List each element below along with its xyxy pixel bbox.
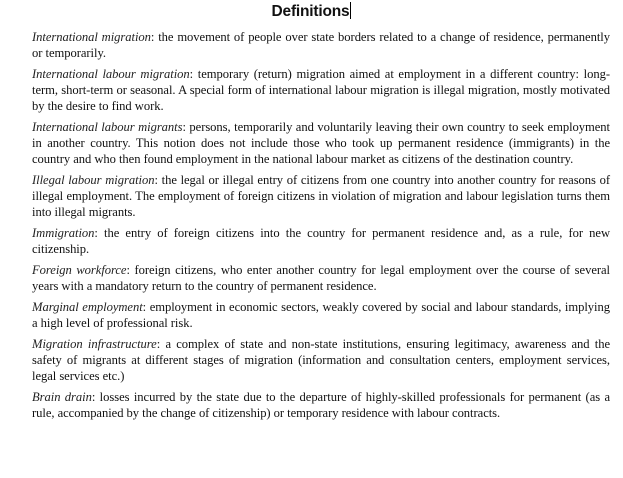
definition-term: International migration [32,30,151,44]
definition-text: : employment in economic sectors, weakly covered by social and labour standards, implying a high level of professional risk. [32,300,610,330]
definition-term: Illegal labour migration [32,173,155,187]
definition-item [32,119,610,167]
definition-term: Migration infrastructure [32,337,157,351]
definition-term: Marginal employment [32,300,143,314]
definition-term: International labour migrants [32,120,183,134]
definition-item [32,66,610,114]
definition-term: Immigration [32,226,95,240]
text-cursor [350,2,351,19]
definition-text: : temporary (return) migration aimed at employment in a different country: long-term, short-term or seasonal. A special form of international labour migration is illegal migration, mostly motivated by the desire to find work. [32,67,610,113]
definition-item [32,29,610,61]
definition-text: : foreign citizens, who enter another country for legal employment over the course of several years with a mandatory return to the country of permanent residence. [32,263,610,293]
definition-item [32,225,610,257]
document-title: Definitions [271,3,350,20]
definition-text: : the movement of people over state borders related to a change of residence, permanently or temporarily. [32,30,610,60]
definition-term: Foreign workforce [32,263,127,277]
definition-term: Brain drain [32,390,92,404]
definition-item [32,336,610,384]
definitions-list [32,29,610,426]
document-title-line [0,2,623,22]
definition-item [32,172,610,220]
definition-item [32,262,610,294]
definition-item [32,389,610,421]
definition-text: : the legal or illegal entry of citizens from one country into another country for reasons of illegal employment. The employment of foreign citizens in violation of migration and labour legislation turns them into illegal migrants. [32,173,610,219]
definition-term: International labour migration [32,67,190,81]
definition-text: : a complex of state and non-state institutions, ensuring legitimacy, awareness and the safety of migrants at different stages of migration (information and consultation centers, employment services, legal services etc.) [32,337,611,383]
definition-text: : losses incurred by the state due to the departure of highly-skilled professionals for permanent (as a rule, accompanied by the change of citizenship) or temporary residence with labour contracts. [32,390,610,420]
definition-item [32,299,610,331]
definition-text: : the entry of foreign citizens into the country for permanent residence and, as a rule, for new citizenship. [32,226,610,256]
definition-text: : persons, temporarily and voluntarily leaving their own country to seek employment in another country. This notion does not include those who took up permanent residence (immigrants) in the country and who then found employment in the national labour market as citizens of the destination country. [32,120,610,166]
